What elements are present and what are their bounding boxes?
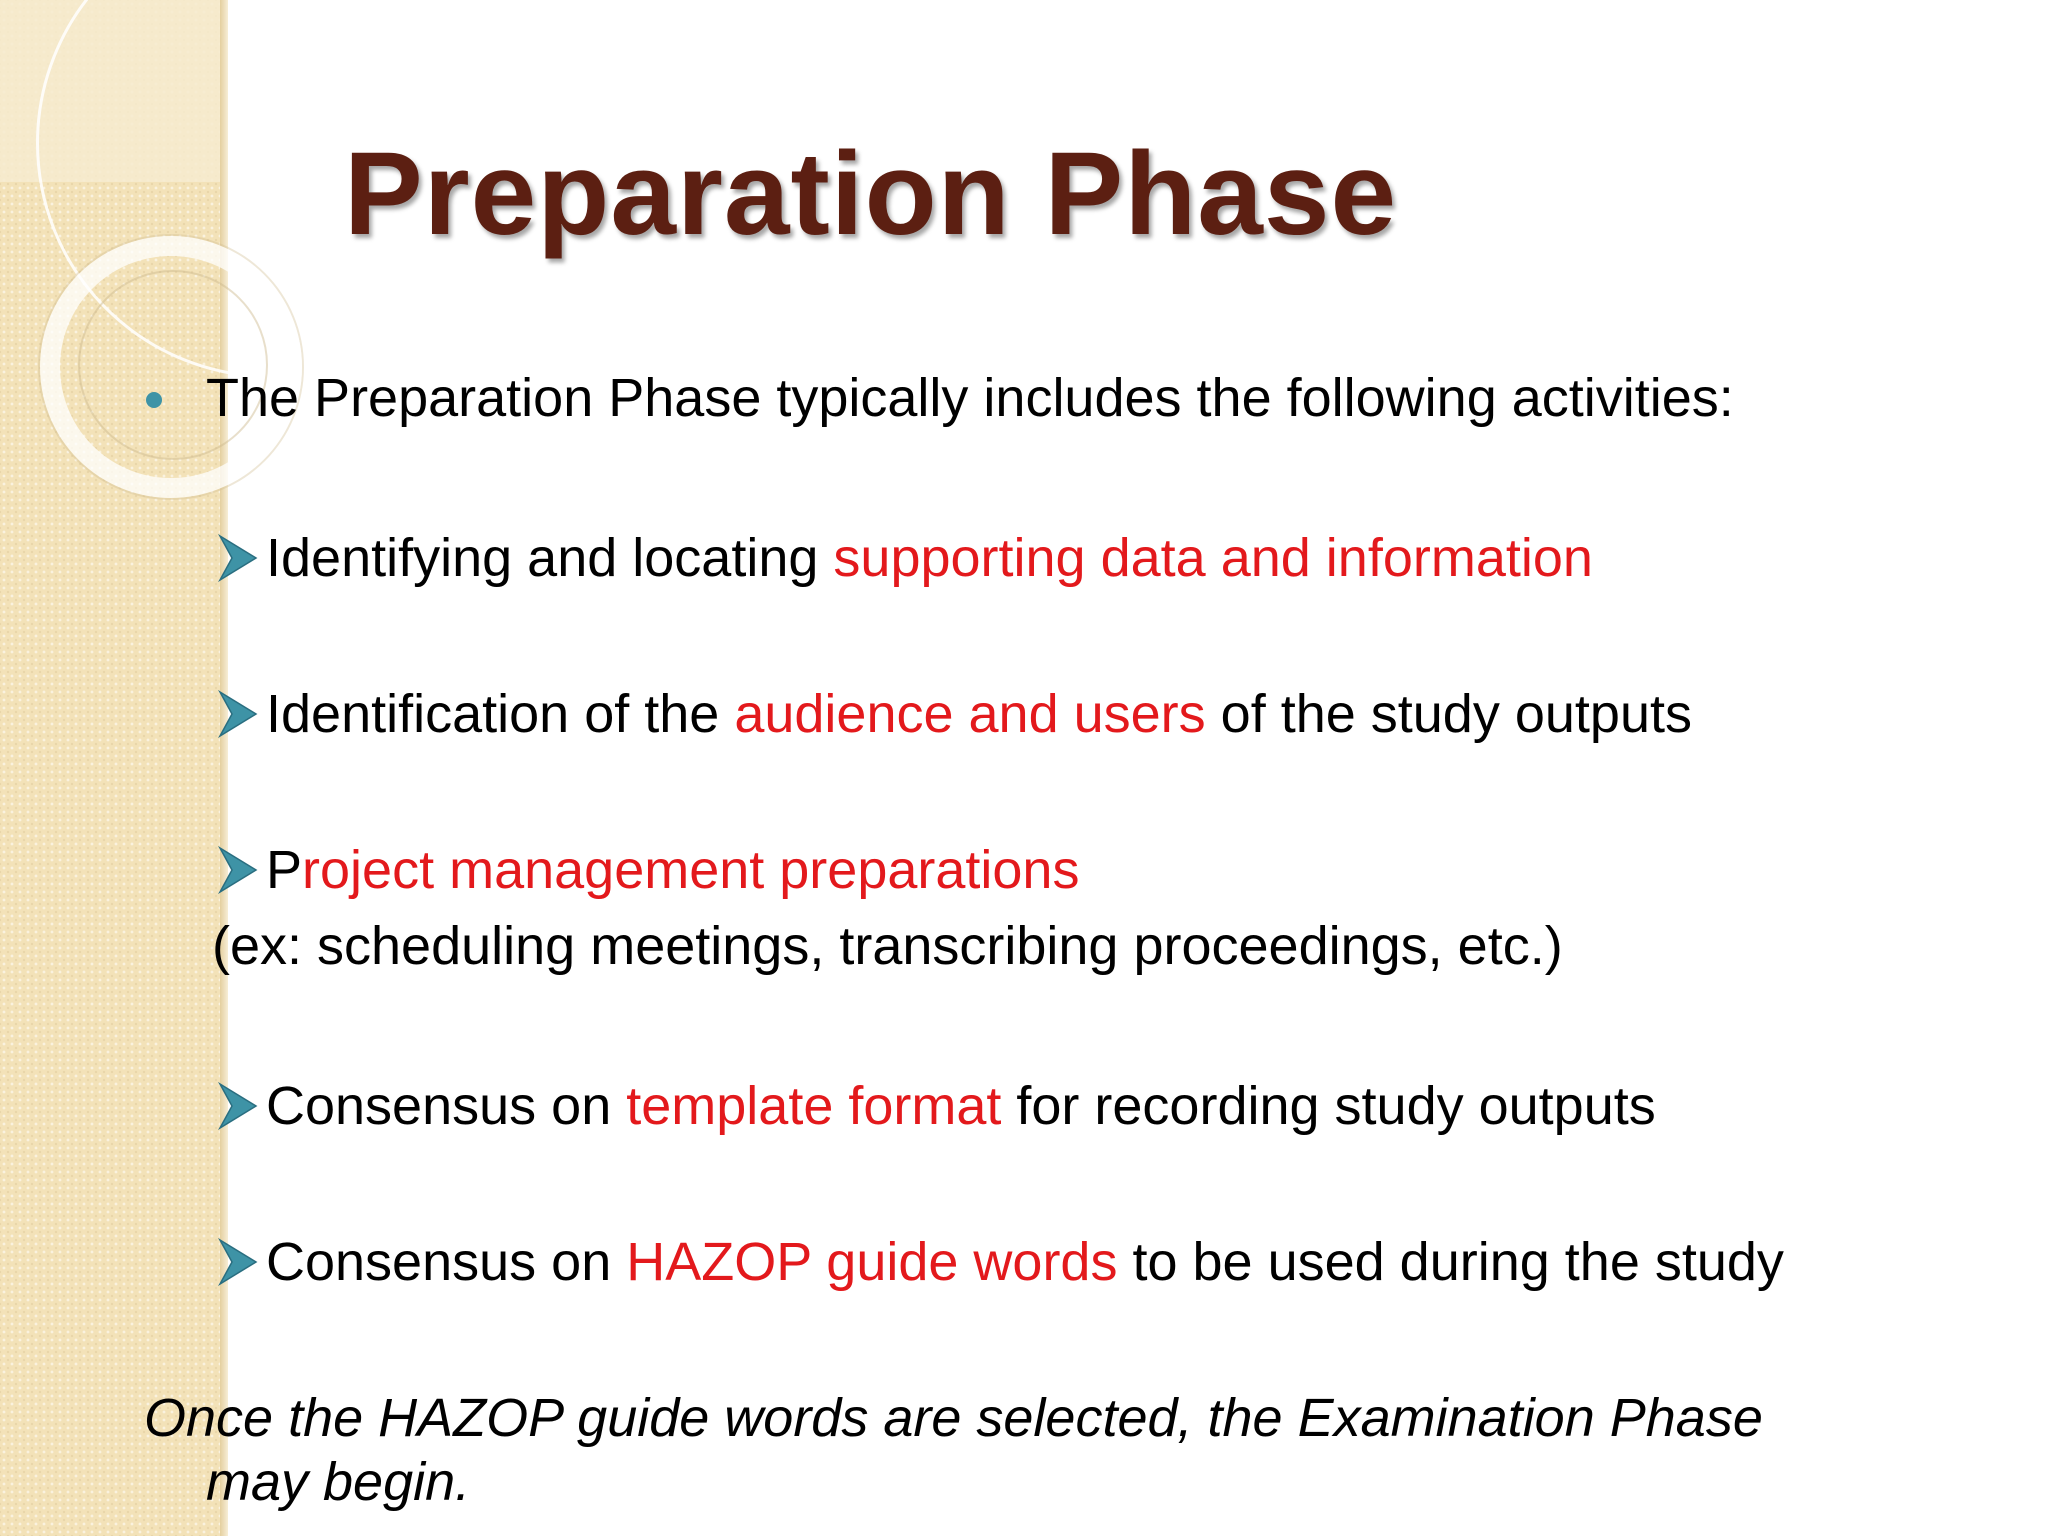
item-suffix: for recording study outputs [1001,1076,1656,1136]
list-item-template-format [266,1074,1656,1138]
closing-note [144,1386,1763,1514]
item-highlight: supporting data and information [833,528,1593,588]
dot-bullet-icon [146,392,162,408]
item-highlight: audience and users [734,684,1206,744]
slide-title: Preparation Phase [344,128,1398,260]
item-prefix: Identifying and locating [266,528,834,588]
list-item-continuation: (ex: scheduling meetings, transcribing proceedings, etc.) [212,916,1563,976]
closing-note-line-1: Once the HAZOP guide words are selected, the Examination Phase [144,1388,1763,1448]
arrowhead-bullet-icon [218,1082,258,1130]
item-suffix: to be used during the study [1117,1232,1784,1292]
item-highlight: HAZOP guide words [626,1232,1118,1292]
item-prefix: Consensus on [266,1232,627,1292]
arrowhead-bullet-icon [218,846,258,894]
decorative-ring-small [78,270,268,460]
item-prefix: Identification of the [266,684,735,744]
item-suffix: of the study outputs [1205,684,1692,744]
intro-text: The Preparation Phase typically includes the following activities: [206,368,1734,428]
list-item-audience [266,682,1692,746]
list-item-project-management [266,838,1079,902]
list-item-guide-words [266,1230,1784,1294]
arrowhead-bullet-icon [218,690,258,738]
item-prefix: P [266,840,303,900]
list-item-supporting-data [266,526,1593,590]
arrowhead-bullet-icon [218,534,258,582]
item-highlight: template format [626,1076,1002,1136]
item-prefix: Consensus on [266,1076,627,1136]
closing-note-line-2: may begin. [206,1452,471,1512]
item-highlight: roject management preparations [302,840,1080,900]
arrowhead-bullet-icon [218,1238,258,1286]
